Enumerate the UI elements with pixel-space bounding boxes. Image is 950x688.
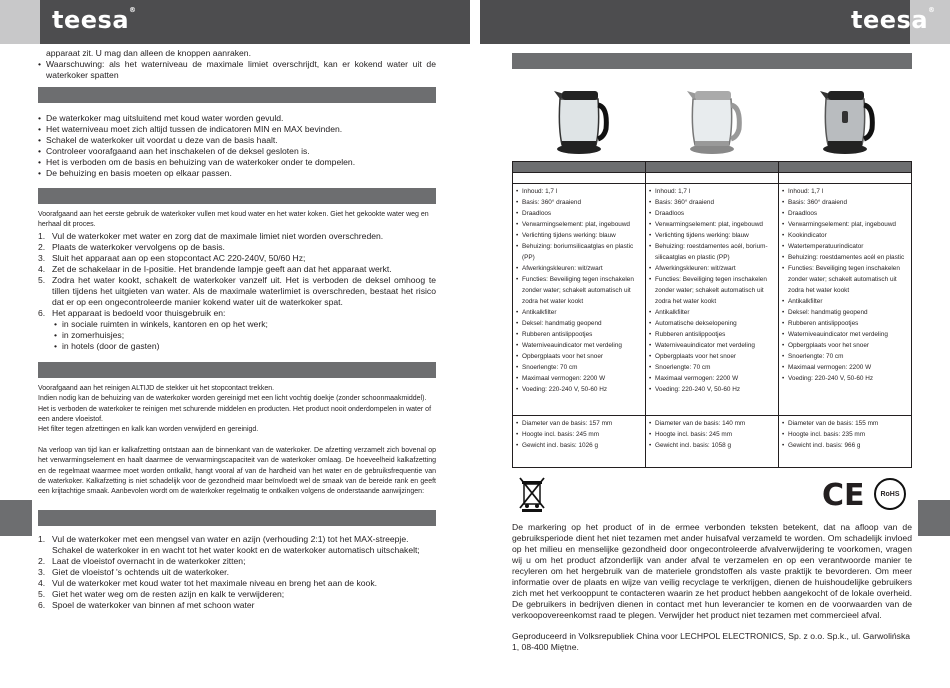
list-item: • in hotels (door de gasten) [54, 341, 436, 352]
list-item: 4. Zet de schakelaar in de I-positie. Het brandende lampje geeft aan dat het apparaat werkt. [38, 263, 392, 274]
spec-list [649, 186, 775, 395]
clean-p2: Indien nodig kan de behuizing van de waterkoker worden gereinigd met een licht vochtig doekje (zonder schoonmaakmiddel). Het is verboden de waterkoker te reinigen met schurende middelen en producten. Het product nooit onderdompelen in water of een andere vloeistof. [38, 395, 432, 424]
spec-item: • Basis: 360° draaiend [516, 197, 642, 208]
list-item: • in zomerhuisjes; [54, 330, 436, 341]
spec-item: • Draadloos [782, 208, 908, 219]
spec-item: • Behuizing: roestdamentes acél, boriumsilicaatglas en plastic (PP) [649, 241, 775, 263]
spec-item: • Deksel: handmatig geopend [516, 318, 642, 329]
spec-item: • Basis: 360° draaiend [649, 197, 775, 208]
spec-item: • Verwarmingselement: plat, ingebouwd [516, 219, 642, 230]
spec-item: • Diameter van de basis: 140 mm [649, 418, 775, 429]
spec-item: • Watertemperatuurindicator [782, 241, 908, 252]
spec-item: • Snoerlengte: 70 cm [649, 362, 775, 373]
ce-mark: CE [822, 478, 865, 513]
spec-item: • Functies: Beveiliging tegen inschakelen zonder water; schakelt automatisch uit zodra het water kookt [649, 274, 775, 307]
dims-cell [779, 416, 912, 468]
spec-item: • Diameter van de basis: 157 mm [516, 418, 642, 429]
list-item: • De behuizing en basis moeten op elkaar passen. [38, 168, 436, 179]
spec-item: • Antikalkfilter [782, 296, 908, 307]
spec-subheader-cell [646, 173, 779, 184]
brand-logo-right: teesa® [851, 6, 936, 34]
glass-kettle-steel-image [681, 77, 743, 155]
left-side-tab [0, 500, 32, 536]
section-bar [38, 87, 436, 103]
use-intro: Voorafgaand aan het eerste gebruik de waterkoker vullen met koud water en het water koken. Giet het gekookte water weg en herhaal dit proces. [38, 211, 429, 229]
list-item: 4. Vul de waterkoker met koud water tot het maximale niveau en breng het aan de kook. [38, 577, 377, 588]
glass-kettle-black-image [548, 77, 610, 155]
spec-item: • Waterniveauindicator met verdeling [649, 340, 775, 351]
spec-header-cell [779, 162, 912, 173]
safety-list [38, 113, 436, 179]
spec-item: • Inhoud: 1,7 l [516, 186, 642, 197]
producer-text: Geproduceerd in Volksrepubliek China voor LECHPOL ELECTRONICS, Sp. z o.o. Sp.k., ul. Garwolińska 1, 08-400 Miętne. [512, 631, 911, 652]
spec-item: • Voeding: 220-240 V, 50-60 Hz [782, 373, 908, 384]
list-item: 3. Giet de vloeistof 's ochtends uit de waterkoker. [38, 566, 229, 577]
dims-list [782, 418, 908, 451]
spec-item: • Snoerlengte: 70 cm [516, 362, 642, 373]
spec-item: • Hoogte incl. basis: 235 mm [782, 429, 908, 440]
brand-logo-left: teesa® [52, 6, 137, 34]
spec-header-cell [513, 162, 646, 173]
spec-item: • Afwerkingskleuren: wit/zwart [649, 263, 775, 274]
list-item: 3. Sluit het apparaat aan op een stopcontact AC 220-240V, 50/60 Hz; [38, 252, 306, 263]
right-page [512, 48, 912, 653]
warning-item: • Waarschuwing: als het waterniveau de maximale limiet overschrijdt, kan er kokend water uit de waterkoker spatten [38, 59, 436, 81]
spec-item: • Hoogte incl. basis: 245 mm [649, 429, 775, 440]
spec-item: • Rubberen antislippootjes [649, 329, 775, 340]
rohs-mark: RoHS [874, 478, 906, 510]
list-item: • De waterkoker mag uitsluitend met koud water worden gevuld. [38, 113, 436, 124]
spec-item: • Rubberen antislippootjes [516, 329, 642, 340]
use-steps [38, 231, 436, 319]
spec-item: • Gewicht incl. basis: 1026 g [516, 440, 642, 451]
list-item: 6. Het apparaat is bedoeld voor thuisgebruik en: [38, 307, 226, 318]
weee-bin-icon [518, 476, 546, 512]
spec-item: • Draadloos [649, 208, 775, 219]
section-bar [38, 362, 436, 378]
list-item: • Controleer voorafgaand aan het inschakelen of de deksel gesloten is. [38, 146, 436, 157]
list-item: 2. Laat de vloeistof overnacht in de waterkoker zitten; [38, 555, 246, 566]
spec-subheader-cell [779, 173, 912, 184]
spec-item: • Waterniveauindicator met verdeling [516, 340, 642, 351]
list-item: 5. Zodra het water kookt, schakelt de waterkoker vanzelf uit. Het is verboden de deksel omhoog te tillen tijdens het uitgieten van water. Als de maximale waterlimiet is overschreden, bestaat het risico dat er op een ongecontroleerde manier kokend water uit de waterkoker spat. [38, 274, 436, 307]
spec-cell [646, 184, 779, 416]
spec-subheader-cell [513, 173, 646, 184]
spec-item: • Opbergplaats voor het snoer [516, 351, 642, 362]
spec-item: • Waterniveauindicator met verdeling [782, 329, 908, 340]
spec-list [782, 186, 908, 384]
spec-item: • Maximaal vermogen: 2200 W [782, 362, 908, 373]
clean-p3: Het filter tegen afzettingen en kalk kan worden verwijderd en gereinigd. [38, 426, 259, 434]
spec-cell [779, 184, 912, 416]
spec-item: • Gewicht incl. basis: 966 g [782, 440, 908, 451]
spec-item: • Hoogte incl. basis: 245 mm [516, 429, 642, 440]
spec-table [512, 161, 912, 468]
use-sub-list [38, 319, 436, 352]
spec-item: • Verlichting tijdens werking: blauw [649, 230, 775, 241]
intro-list [38, 59, 436, 81]
spec-item: • Verwarmingselement: plat, ingebouwd [782, 219, 908, 230]
descale-steps [38, 534, 436, 611]
spec-item: • Verwarmingselement: plat, ingebouwd [649, 219, 775, 230]
list-item: 1. Vul de waterkoker met een mengsel van water en azijn (verhouding 2:1) tot het MAX-streepje. Schakel de waterkoker in en wacht tot het water kookt en de waterkoker automatisch uitschakelt; [38, 533, 420, 555]
product-images [512, 71, 912, 161]
spec-header-cell [646, 162, 779, 173]
left-header-tab [0, 0, 40, 44]
marks-row [512, 474, 912, 516]
spec-item: • Automatische dekselopening [649, 318, 775, 329]
spec-item: • Inhoud: 1,7 l [649, 186, 775, 197]
intro-line: apparaat zit. U mag dan alleen de knoppen aanraken. [46, 48, 251, 58]
weee-text: De markering op het product of in de ermee verbonden teksten betekent, dat na afloop van de gebruiksperiode dient het niet tezamen met ander huisafval verzameld te worden. Om schadelijk invloed op het milieu en menselijke gezondheid door ongecontroleerde afvalverwijdering te voorkomen, vragen wij u om het product afzonderlijk van ander afval te verzamelen en op een verantwoorde manier te recyleren om het hergebruik van de materiele grondstoffen als vaste praktijk te bevorderen. Om meer informatie over de plaats en wijze van veilig recyclage te verkrijgen, dienen de huishoudelijke gebruikers zich met het verkooppunt te contacteren waarin ze het product hebben aangekocht of de lokale overheid. De gebruikers in bedrijven dienen in contact met hun leverancier te komen en de voorwaarden van de verkoopovereenkomst raad te plegen. Verwijder het product niet tezamen met commercieel afval. [512, 522, 912, 620]
spec-item: • Voeding: 220-240 V, 50-60 Hz [649, 384, 775, 395]
list-item: 5. Giet het water weg om de resten azijn en kalk te verwijderen; [38, 588, 285, 599]
spec-item: • Antikalkfilter [649, 307, 775, 318]
clean-p1: Voorafgaand aan het reinigen ALTIJD de stekker uit het stopcontact trekken. [38, 384, 275, 392]
spec-item: • Verlichting tijdens werking: blauw [516, 230, 642, 241]
clean-p4: Na verloop van tijd kan er kalkafzetting ontstaan aan de binnenkant van de waterkoker. De afzetting verzamelt zich bovenal op het verwarmingselement en haalt daarmee de verwarmingscapaciteit van de waterkoker omlaag. De hoeveelheid kalkafzetting en de regelmaat waarmee moet worden ontkalkt, hangt vooral af van de hardheid van het water en de gebruiksfrequentie van de waterkoker. Kalkafzetting is niet schadelijk voor de gezondheid maar beïnvloedt wel de smaak van de bereide rank en geeft een krijtachtige smaak. Aanbevolen wordt om de waterkoker regelmatig te ontkalken volgens de onderstaande aanwijzingen: [38, 446, 436, 496]
spec-item: • Inhoud: 1,7 l [782, 186, 908, 197]
list-item: • Het is verboden om de basis en behuizing van de waterkoker onder te dompelen. [38, 157, 436, 168]
spec-item: • Antikalkfilter [516, 307, 642, 318]
section-bar [512, 53, 912, 69]
section-bar [38, 188, 436, 204]
spec-item: • Diameter van de basis: 155 mm [782, 418, 908, 429]
spec-item: • Functies: Beveiliging tegen inschakelen zonder water; schakelt automatisch uit zodra het water kookt [782, 263, 908, 296]
spec-item: • Maximaal vermogen: 2200 W [516, 373, 642, 384]
right-side-tab [918, 500, 950, 536]
dims-cell [646, 416, 779, 468]
list-item: 1. Vul de waterkoker met water en zorg dat de maximale limiet niet worden overschreden. [38, 230, 384, 241]
spec-item: • Rubberen antislippootjes [782, 318, 908, 329]
list-item: • Het waterniveau moet zich altijd tussen de indicatoren MIN en MAX bevinden. [38, 124, 436, 135]
spec-item: • Opbergplaats voor het snoer [782, 340, 908, 351]
list-item: • Schakel de waterkoker uit voordat u deze van de basis haalt. [38, 135, 436, 146]
dims-list [649, 418, 775, 451]
spec-item: • Functies: Beveiliging tegen inschakelen zonder water; schakelt automatisch uit zodra het water kookt [516, 274, 642, 307]
list-item: • in sociale ruimten in winkels, kantoren en op het werk; [54, 319, 436, 330]
spec-item: • Deksel: handmatig geopend [782, 307, 908, 318]
spec-item: • Kookindicator [782, 230, 908, 241]
spec-item: • Basis: 360° draaiend [782, 197, 908, 208]
spec-item: • Gewicht incl. basis: 1058 g [649, 440, 775, 451]
spec-item: • Snoerlengte: 70 cm [782, 351, 908, 362]
spec-item: • Afwerkingskleuren: wit/zwart [516, 263, 642, 274]
dims-cell [513, 416, 646, 468]
spec-item: • Behuizing: roestdamentes acél en plastic [782, 252, 908, 263]
spec-item: • Opbergplaats voor het snoer [649, 351, 775, 362]
list-item: 2. Plaats de waterkoker vervolgens op de basis. [38, 241, 225, 252]
spec-item: • Behuizing: boriumsilicaatglas en plastic (PP) [516, 241, 642, 263]
dims-list [516, 418, 642, 451]
list-item: 6. Spoel de waterkoker van binnen af met schoon water [38, 599, 255, 610]
steel-kettle-image [814, 77, 876, 155]
left-page [38, 48, 436, 611]
spec-item: • Draadloos [516, 208, 642, 219]
spec-item: • Voeding: 220-240 V, 50-60 Hz [516, 384, 642, 395]
section-bar [38, 510, 436, 526]
spec-cell [513, 184, 646, 416]
spec-item: • Maximaal vermogen: 2200 W [649, 373, 775, 384]
spec-list [516, 186, 642, 395]
